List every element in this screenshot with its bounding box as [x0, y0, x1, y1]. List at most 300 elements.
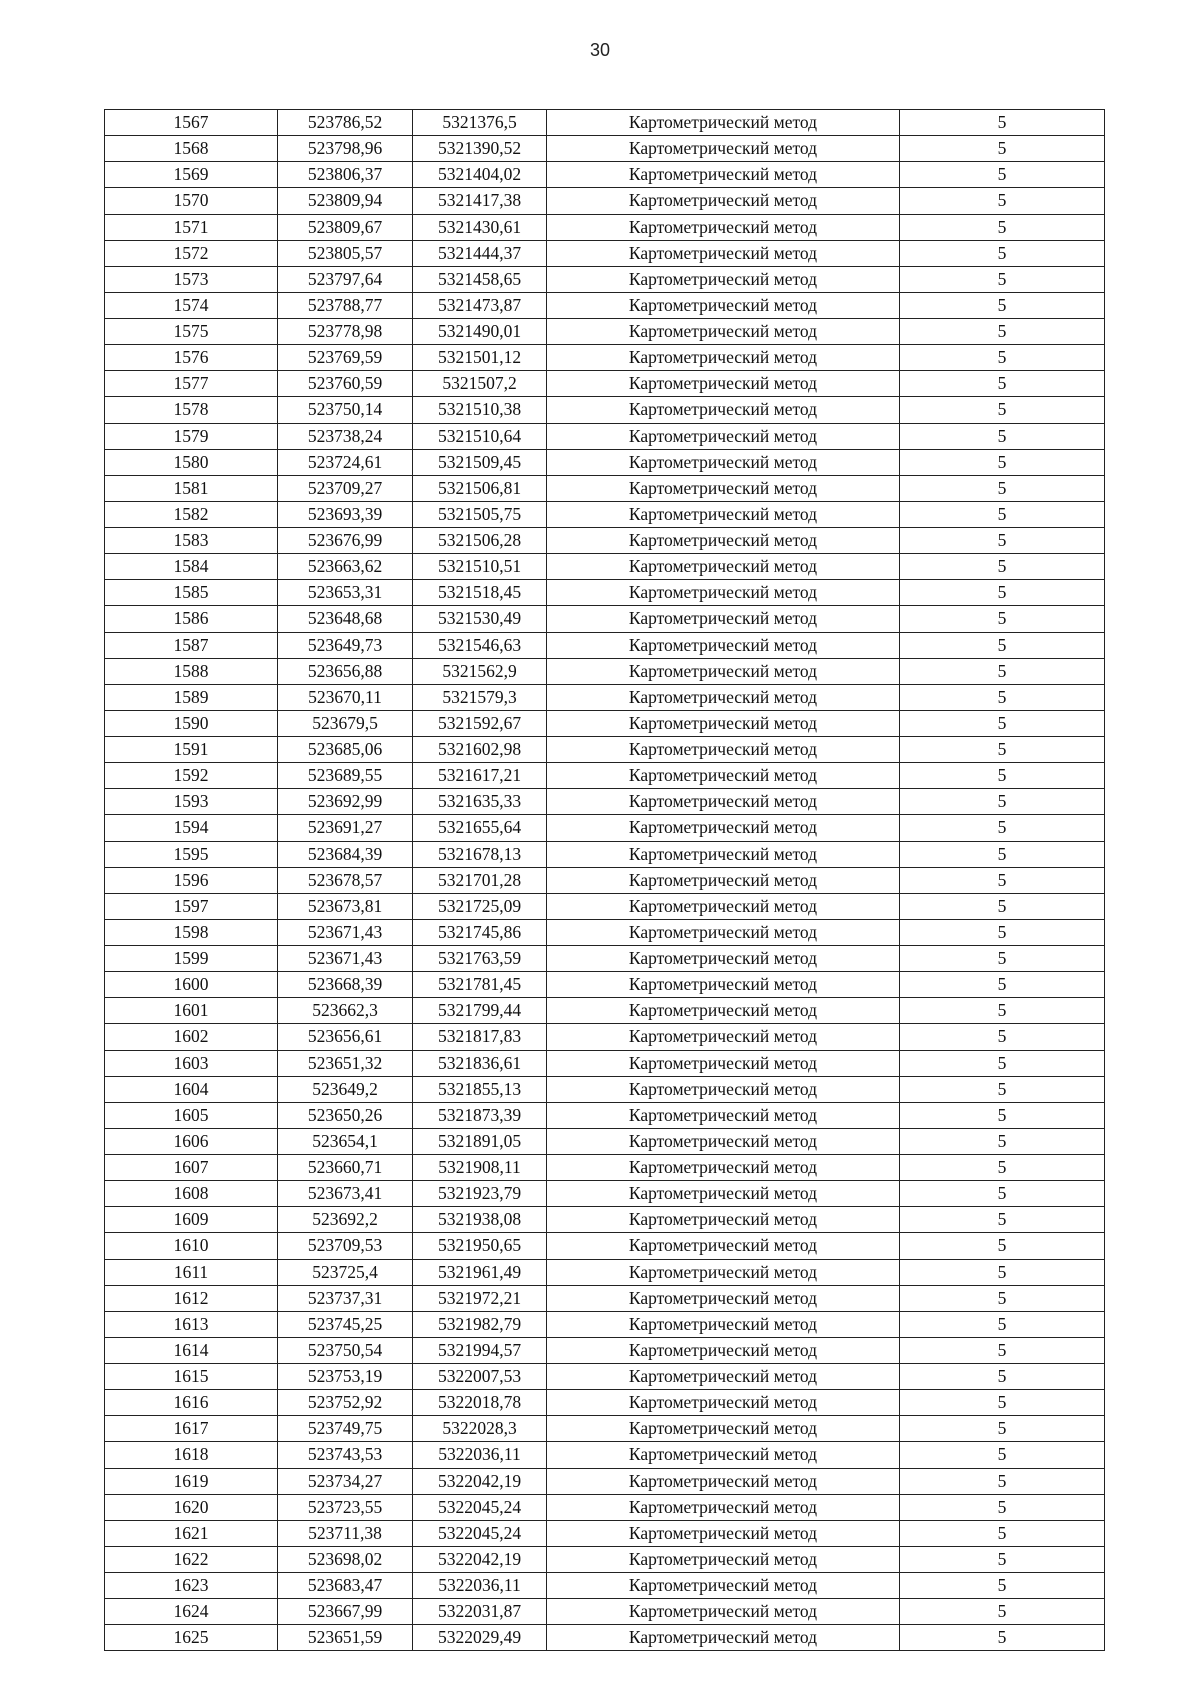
x-coordinate-cell: 523678,57 [278, 867, 413, 893]
point-number-cell: 1621 [105, 1520, 278, 1546]
point-number-cell: 1581 [105, 475, 278, 501]
point-number-cell: 1595 [105, 841, 278, 867]
y-coordinate-cell: 5321972,21 [413, 1285, 547, 1311]
y-coordinate-cell: 5321855,13 [413, 1076, 547, 1102]
x-coordinate-cell: 523798,96 [278, 136, 413, 162]
y-coordinate-cell: 5321562,9 [413, 658, 547, 684]
point-number-cell: 1573 [105, 266, 278, 292]
table-row [105, 1285, 1105, 1311]
accuracy-cell: 5 [900, 1494, 1105, 1520]
method-cell: Картометрический метод [547, 1520, 900, 1546]
y-coordinate-cell: 5321950,65 [413, 1233, 547, 1259]
method-cell: Картометрический метод [547, 397, 900, 423]
table-row [105, 1024, 1105, 1050]
accuracy-cell: 5 [900, 1181, 1105, 1207]
method-cell: Картометрический метод [547, 214, 900, 240]
accuracy-cell: 5 [900, 658, 1105, 684]
table-row [105, 554, 1105, 580]
x-coordinate-cell: 523673,81 [278, 893, 413, 919]
y-coordinate-cell: 5321546,63 [413, 632, 547, 658]
table-row [105, 658, 1105, 684]
method-cell: Картометрический метод [547, 606, 900, 632]
point-number-cell: 1598 [105, 919, 278, 945]
x-coordinate-cell: 523723,55 [278, 1494, 413, 1520]
x-coordinate-cell: 523660,71 [278, 1155, 413, 1181]
point-number-cell: 1590 [105, 710, 278, 736]
accuracy-cell: 5 [900, 972, 1105, 998]
accuracy-cell: 5 [900, 554, 1105, 580]
method-cell: Картометрический метод [547, 763, 900, 789]
x-coordinate-cell: 523651,32 [278, 1050, 413, 1076]
y-coordinate-cell: 5321799,44 [413, 998, 547, 1024]
point-number-cell: 1575 [105, 319, 278, 345]
point-number-cell: 1584 [105, 554, 278, 580]
x-coordinate-cell: 523737,31 [278, 1285, 413, 1311]
point-number-cell: 1603 [105, 1050, 278, 1076]
method-cell: Картометрический метод [547, 240, 900, 266]
accuracy-cell: 5 [900, 1468, 1105, 1494]
method-cell: Картометрический метод [547, 1442, 900, 1468]
accuracy-cell: 5 [900, 475, 1105, 501]
table-row [105, 1102, 1105, 1128]
point-number-cell: 1604 [105, 1076, 278, 1102]
y-coordinate-cell: 5321376,5 [413, 110, 547, 136]
table-row [105, 972, 1105, 998]
table-row [105, 423, 1105, 449]
method-cell: Картометрический метод [547, 1390, 900, 1416]
point-number-cell: 1567 [105, 110, 278, 136]
y-coordinate-cell: 5321506,28 [413, 528, 547, 554]
point-number-cell: 1599 [105, 946, 278, 972]
accuracy-cell: 5 [900, 1076, 1105, 1102]
x-coordinate-cell: 523805,57 [278, 240, 413, 266]
x-coordinate-cell: 523692,99 [278, 789, 413, 815]
method-cell: Картометрический метод [547, 136, 900, 162]
point-number-cell: 1587 [105, 632, 278, 658]
point-number-cell: 1607 [105, 1155, 278, 1181]
x-coordinate-cell: 523738,24 [278, 423, 413, 449]
x-coordinate-cell: 523691,27 [278, 815, 413, 841]
accuracy-cell: 5 [900, 1285, 1105, 1311]
method-cell: Картометрический метод [547, 658, 900, 684]
table-row [105, 1390, 1105, 1416]
table-row [105, 580, 1105, 606]
y-coordinate-cell: 5321506,81 [413, 475, 547, 501]
x-coordinate-cell: 523651,59 [278, 1625, 413, 1651]
y-coordinate-cell: 5322036,11 [413, 1442, 547, 1468]
accuracy-cell: 5 [900, 684, 1105, 710]
coordinates-table [104, 109, 1105, 1651]
accuracy-cell: 5 [900, 1207, 1105, 1233]
table-row [105, 841, 1105, 867]
x-coordinate-cell: 523671,43 [278, 919, 413, 945]
point-number-cell: 1610 [105, 1233, 278, 1259]
accuracy-cell: 5 [900, 1233, 1105, 1259]
x-coordinate-cell: 523676,99 [278, 528, 413, 554]
method-cell: Картометрический метод [547, 1468, 900, 1494]
x-coordinate-cell: 523653,31 [278, 580, 413, 606]
y-coordinate-cell: 5321510,64 [413, 423, 547, 449]
point-number-cell: 1576 [105, 345, 278, 371]
table-row [105, 632, 1105, 658]
method-cell: Картометрический метод [547, 1625, 900, 1651]
accuracy-cell: 5 [900, 1102, 1105, 1128]
method-cell: Картометрический метод [547, 580, 900, 606]
table-row [105, 1337, 1105, 1363]
accuracy-cell: 5 [900, 1416, 1105, 1442]
accuracy-cell: 5 [900, 162, 1105, 188]
y-coordinate-cell: 5321417,38 [413, 188, 547, 214]
table-row [105, 345, 1105, 371]
y-coordinate-cell: 5321678,13 [413, 841, 547, 867]
y-coordinate-cell: 5322007,53 [413, 1364, 547, 1390]
table-row [105, 1155, 1105, 1181]
accuracy-cell: 5 [900, 1155, 1105, 1181]
point-number-cell: 1619 [105, 1468, 278, 1494]
table-row [105, 501, 1105, 527]
y-coordinate-cell: 5321873,39 [413, 1102, 547, 1128]
y-coordinate-cell: 5321473,87 [413, 292, 547, 318]
table-row [105, 266, 1105, 292]
y-coordinate-cell: 5321510,51 [413, 554, 547, 580]
x-coordinate-cell: 523684,39 [278, 841, 413, 867]
accuracy-cell: 5 [900, 188, 1105, 214]
y-coordinate-cell: 5321518,45 [413, 580, 547, 606]
table-row [105, 1494, 1105, 1520]
point-number-cell: 1606 [105, 1128, 278, 1154]
x-coordinate-cell: 523656,88 [278, 658, 413, 684]
point-number-cell: 1580 [105, 449, 278, 475]
table-row [105, 214, 1105, 240]
x-coordinate-cell: 523649,73 [278, 632, 413, 658]
table-row [105, 737, 1105, 763]
point-number-cell: 1591 [105, 737, 278, 763]
coordinates-table-body [105, 110, 1105, 1651]
table-row [105, 1076, 1105, 1102]
method-cell: Картометрический метод [547, 972, 900, 998]
accuracy-cell: 5 [900, 1573, 1105, 1599]
y-coordinate-cell: 5321617,21 [413, 763, 547, 789]
point-number-cell: 1583 [105, 528, 278, 554]
y-coordinate-cell: 5321655,64 [413, 815, 547, 841]
accuracy-cell: 5 [900, 789, 1105, 815]
method-cell: Картометрический метод [547, 449, 900, 475]
accuracy-cell: 5 [900, 319, 1105, 345]
point-number-cell: 1600 [105, 972, 278, 998]
x-coordinate-cell: 523769,59 [278, 345, 413, 371]
y-coordinate-cell: 5321938,08 [413, 1207, 547, 1233]
table-row [105, 397, 1105, 423]
accuracy-cell: 5 [900, 1311, 1105, 1337]
table-row [105, 449, 1105, 475]
point-number-cell: 1596 [105, 867, 278, 893]
y-coordinate-cell: 5321923,79 [413, 1181, 547, 1207]
accuracy-cell: 5 [900, 136, 1105, 162]
accuracy-cell: 5 [900, 1599, 1105, 1625]
y-coordinate-cell: 5321501,12 [413, 345, 547, 371]
x-coordinate-cell: 523734,27 [278, 1468, 413, 1494]
accuracy-cell: 5 [900, 998, 1105, 1024]
x-coordinate-cell: 523778,98 [278, 319, 413, 345]
y-coordinate-cell: 5321602,98 [413, 737, 547, 763]
x-coordinate-cell: 523760,59 [278, 371, 413, 397]
point-number-cell: 1578 [105, 397, 278, 423]
x-coordinate-cell: 523649,2 [278, 1076, 413, 1102]
accuracy-cell: 5 [900, 1128, 1105, 1154]
accuracy-cell: 5 [900, 1259, 1105, 1285]
method-cell: Картометрический метод [547, 1181, 900, 1207]
point-number-cell: 1617 [105, 1416, 278, 1442]
accuracy-cell: 5 [900, 423, 1105, 449]
y-coordinate-cell: 5321745,86 [413, 919, 547, 945]
method-cell: Картометрический метод [547, 1416, 900, 1442]
point-number-cell: 1570 [105, 188, 278, 214]
accuracy-cell: 5 [900, 1546, 1105, 1572]
point-number-cell: 1611 [105, 1259, 278, 1285]
table-row [105, 1128, 1105, 1154]
y-coordinate-cell: 5321763,59 [413, 946, 547, 972]
accuracy-cell: 5 [900, 292, 1105, 318]
y-coordinate-cell: 5321444,37 [413, 240, 547, 266]
method-cell: Картометрический метод [547, 946, 900, 972]
point-number-cell: 1620 [105, 1494, 278, 1520]
point-number-cell: 1582 [105, 501, 278, 527]
x-coordinate-cell: 523668,39 [278, 972, 413, 998]
y-coordinate-cell: 5321961,49 [413, 1259, 547, 1285]
x-coordinate-cell: 523749,75 [278, 1416, 413, 1442]
x-coordinate-cell: 523750,54 [278, 1337, 413, 1363]
point-number-cell: 1593 [105, 789, 278, 815]
x-coordinate-cell: 523693,39 [278, 501, 413, 527]
table-row [105, 475, 1105, 501]
table-row [105, 710, 1105, 736]
method-cell: Картометрический метод [547, 789, 900, 815]
point-number-cell: 1608 [105, 1181, 278, 1207]
x-coordinate-cell: 523724,61 [278, 449, 413, 475]
y-coordinate-cell: 5321404,02 [413, 162, 547, 188]
method-cell: Картометрический метод [547, 1233, 900, 1259]
method-cell: Картометрический метод [547, 110, 900, 136]
x-coordinate-cell: 523786,52 [278, 110, 413, 136]
accuracy-cell: 5 [900, 867, 1105, 893]
x-coordinate-cell: 523797,64 [278, 266, 413, 292]
point-number-cell: 1601 [105, 998, 278, 1024]
method-cell: Картометрический метод [547, 475, 900, 501]
x-coordinate-cell: 523750,14 [278, 397, 413, 423]
accuracy-cell: 5 [900, 841, 1105, 867]
table-row [105, 110, 1105, 136]
accuracy-cell: 5 [900, 397, 1105, 423]
method-cell: Картометрический метод [547, 893, 900, 919]
method-cell: Картометрический метод [547, 1546, 900, 1572]
point-number-cell: 1568 [105, 136, 278, 162]
y-coordinate-cell: 5321579,3 [413, 684, 547, 710]
accuracy-cell: 5 [900, 371, 1105, 397]
point-number-cell: 1585 [105, 580, 278, 606]
method-cell: Картометрический метод [547, 423, 900, 449]
table-row [105, 371, 1105, 397]
method-cell: Картометрический метод [547, 371, 900, 397]
table-row [105, 162, 1105, 188]
method-cell: Картометрический метод [547, 554, 900, 580]
accuracy-cell: 5 [900, 1050, 1105, 1076]
table-row [105, 919, 1105, 945]
table-row [105, 815, 1105, 841]
table-row [105, 1233, 1105, 1259]
accuracy-cell: 5 [900, 110, 1105, 136]
method-cell: Картометрический метод [547, 1102, 900, 1128]
accuracy-cell: 5 [900, 1337, 1105, 1363]
accuracy-cell: 5 [900, 606, 1105, 632]
x-coordinate-cell: 523788,77 [278, 292, 413, 318]
method-cell: Картометрический метод [547, 1364, 900, 1390]
table-row [105, 188, 1105, 214]
method-cell: Картометрический метод [547, 998, 900, 1024]
accuracy-cell: 5 [900, 763, 1105, 789]
method-cell: Картометрический метод [547, 737, 900, 763]
x-coordinate-cell: 523692,2 [278, 1207, 413, 1233]
x-coordinate-cell: 523685,06 [278, 737, 413, 763]
point-number-cell: 1589 [105, 684, 278, 710]
accuracy-cell: 5 [900, 919, 1105, 945]
x-coordinate-cell: 523648,68 [278, 606, 413, 632]
table-row [105, 319, 1105, 345]
accuracy-cell: 5 [900, 240, 1105, 266]
y-coordinate-cell: 5321530,49 [413, 606, 547, 632]
x-coordinate-cell: 523752,92 [278, 1390, 413, 1416]
x-coordinate-cell: 523670,11 [278, 684, 413, 710]
table-row [105, 1520, 1105, 1546]
table-row [105, 1259, 1105, 1285]
table-row [105, 292, 1105, 318]
accuracy-cell: 5 [900, 580, 1105, 606]
accuracy-cell: 5 [900, 345, 1105, 371]
method-cell: Картометрический метод [547, 1311, 900, 1337]
method-cell: Картометрический метод [547, 292, 900, 318]
accuracy-cell: 5 [900, 710, 1105, 736]
table-row [105, 1546, 1105, 1572]
table-row [105, 893, 1105, 919]
point-number-cell: 1614 [105, 1337, 278, 1363]
table-row [105, 1573, 1105, 1599]
y-coordinate-cell: 5321994,57 [413, 1337, 547, 1363]
method-cell: Картометрический метод [547, 710, 900, 736]
accuracy-cell: 5 [900, 1520, 1105, 1546]
point-number-cell: 1618 [105, 1442, 278, 1468]
method-cell: Картометрический метод [547, 867, 900, 893]
y-coordinate-cell: 5322036,11 [413, 1573, 547, 1599]
table-row [105, 1442, 1105, 1468]
method-cell: Картометрический метод [547, 1337, 900, 1363]
point-number-cell: 1622 [105, 1546, 278, 1572]
y-coordinate-cell: 5321701,28 [413, 867, 547, 893]
point-number-cell: 1623 [105, 1573, 278, 1599]
method-cell: Картометрический метод [547, 1076, 900, 1102]
method-cell: Картометрический метод [547, 815, 900, 841]
accuracy-cell: 5 [900, 1442, 1105, 1468]
y-coordinate-cell: 5321390,52 [413, 136, 547, 162]
y-coordinate-cell: 5321458,65 [413, 266, 547, 292]
method-cell: Картометрический метод [547, 1207, 900, 1233]
method-cell: Картометрический метод [547, 1128, 900, 1154]
method-cell: Картометрический метод [547, 1573, 900, 1599]
x-coordinate-cell: 523809,67 [278, 214, 413, 240]
x-coordinate-cell: 523709,27 [278, 475, 413, 501]
x-coordinate-cell: 523689,55 [278, 763, 413, 789]
method-cell: Картометрический метод [547, 1024, 900, 1050]
x-coordinate-cell: 523654,1 [278, 1128, 413, 1154]
point-number-cell: 1579 [105, 423, 278, 449]
x-coordinate-cell: 523711,38 [278, 1520, 413, 1546]
point-number-cell: 1588 [105, 658, 278, 684]
point-number-cell: 1577 [105, 371, 278, 397]
accuracy-cell: 5 [900, 815, 1105, 841]
point-number-cell: 1605 [105, 1102, 278, 1128]
table-row [105, 998, 1105, 1024]
table-row [105, 1364, 1105, 1390]
method-cell: Картометрический метод [547, 1285, 900, 1311]
method-cell: Картометрический метод [547, 1155, 900, 1181]
x-coordinate-cell: 523806,37 [278, 162, 413, 188]
point-number-cell: 1615 [105, 1364, 278, 1390]
y-coordinate-cell: 5322042,19 [413, 1468, 547, 1494]
table-row [105, 1416, 1105, 1442]
y-coordinate-cell: 5321509,45 [413, 449, 547, 475]
method-cell: Картометрический метод [547, 188, 900, 214]
y-coordinate-cell: 5321982,79 [413, 1311, 547, 1337]
table-row [105, 528, 1105, 554]
table-row [105, 606, 1105, 632]
point-number-cell: 1574 [105, 292, 278, 318]
accuracy-cell: 5 [900, 1390, 1105, 1416]
accuracy-cell: 5 [900, 1024, 1105, 1050]
x-coordinate-cell: 523725,4 [278, 1259, 413, 1285]
method-cell: Картометрический метод [547, 919, 900, 945]
y-coordinate-cell: 5321592,67 [413, 710, 547, 736]
table-row [105, 1625, 1105, 1651]
y-coordinate-cell: 5322045,24 [413, 1494, 547, 1520]
method-cell: Картометрический метод [547, 632, 900, 658]
method-cell: Картометрический метод [547, 528, 900, 554]
table-row [105, 684, 1105, 710]
x-coordinate-cell: 523662,3 [278, 998, 413, 1024]
y-coordinate-cell: 5321505,75 [413, 501, 547, 527]
accuracy-cell: 5 [900, 449, 1105, 475]
x-coordinate-cell: 523743,53 [278, 1442, 413, 1468]
y-coordinate-cell: 5321781,45 [413, 972, 547, 998]
table-row [105, 1311, 1105, 1337]
y-coordinate-cell: 5321891,05 [413, 1128, 547, 1154]
table-row [105, 946, 1105, 972]
method-cell: Картометрический метод [547, 1259, 900, 1285]
y-coordinate-cell: 5321510,38 [413, 397, 547, 423]
table-row [105, 136, 1105, 162]
y-coordinate-cell: 5321817,83 [413, 1024, 547, 1050]
table-row [105, 1207, 1105, 1233]
point-number-cell: 1613 [105, 1311, 278, 1337]
method-cell: Картометрический метод [547, 501, 900, 527]
y-coordinate-cell: 5321725,09 [413, 893, 547, 919]
method-cell: Картометрический метод [547, 345, 900, 371]
y-coordinate-cell: 5322029,49 [413, 1625, 547, 1651]
point-number-cell: 1571 [105, 214, 278, 240]
table-row [105, 867, 1105, 893]
point-number-cell: 1625 [105, 1625, 278, 1651]
x-coordinate-cell: 523753,19 [278, 1364, 413, 1390]
x-coordinate-cell: 523809,94 [278, 188, 413, 214]
y-coordinate-cell: 5321507,2 [413, 371, 547, 397]
accuracy-cell: 5 [900, 1625, 1105, 1651]
